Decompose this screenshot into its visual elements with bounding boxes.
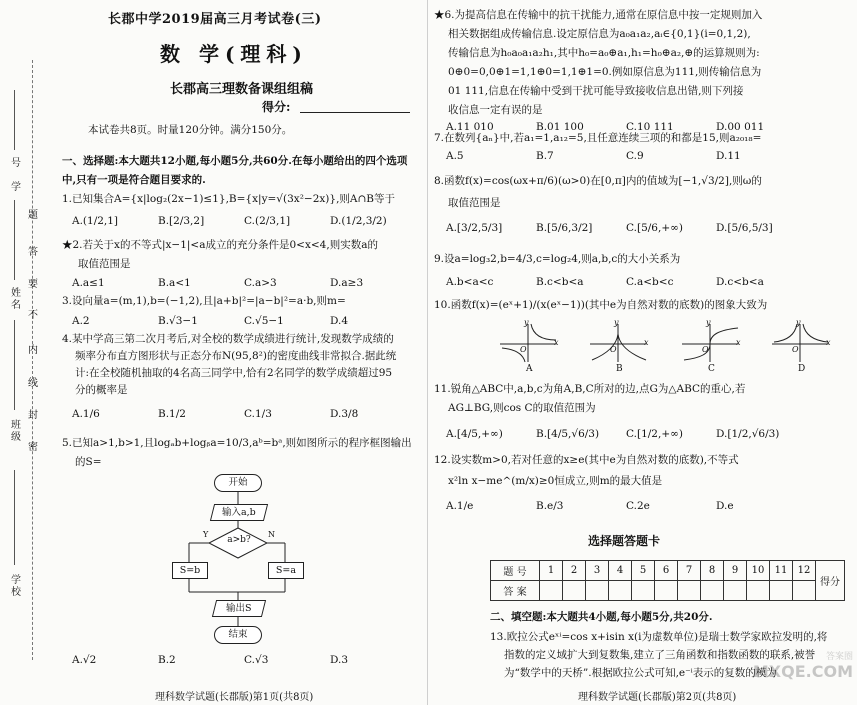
flowchart-start: 开始 <box>214 474 262 492</box>
q7-option-a[interactable]: A.5 <box>446 150 464 162</box>
question-12-cont: x²ln x−me^(m/x)≥0恒成立,则m的最大值是 <box>448 475 663 487</box>
answer-cell[interactable] <box>770 581 793 601</box>
seat-label: 号 <box>11 158 21 169</box>
seal-char: 线 <box>28 378 38 389</box>
watermark-text: MXQE.COM <box>752 662 853 681</box>
question-6-line: 0⊕0=0,0⊕1=1,1⊕0=1,1⊕1=0.例如原信息为111,则传输信息为 <box>448 66 762 78</box>
graph-y-label: y <box>706 318 711 327</box>
graph-c-svg <box>680 320 742 364</box>
q5-option-b[interactable]: B.2 <box>158 654 176 666</box>
name-field-line[interactable] <box>14 200 15 280</box>
q9-option-b[interactable]: B.c<b<a <box>536 276 584 288</box>
flowchart-left-box: S=b <box>172 562 208 579</box>
graph-x-label: x <box>644 338 649 347</box>
answer-cell[interactable] <box>609 581 632 601</box>
q5-option-a[interactable]: A.√2 <box>72 654 97 666</box>
q4-option-b[interactable]: B.1/2 <box>158 408 186 420</box>
flowchart-output: 输出S <box>212 600 266 617</box>
question-number: 12 <box>793 561 816 581</box>
left-page <box>0 0 428 705</box>
row-label: 答 案 <box>491 581 540 601</box>
seal-char: 题 <box>28 210 38 221</box>
graph-y-label: y <box>614 318 619 327</box>
q6-option-a[interactable]: A.11 010 <box>446 121 494 133</box>
q3-option-a[interactable]: A.2 <box>72 315 90 327</box>
q3-option-b[interactable]: B.√3−1 <box>158 315 198 327</box>
q12-option-a[interactable]: A.1/e <box>446 500 474 512</box>
graph-x-label: x <box>826 338 831 347</box>
answer-table-row <box>491 581 845 601</box>
score-field[interactable] <box>300 112 410 113</box>
answer-cell[interactable] <box>678 581 701 601</box>
graph-origin: O <box>792 345 799 354</box>
q10-graph-c[interactable] <box>680 320 742 368</box>
answer-cell[interactable] <box>586 581 609 601</box>
flowchart-end: 结束 <box>214 626 262 644</box>
row-label: 题 号 <box>491 561 540 581</box>
student-no-label: 学 <box>11 182 21 193</box>
q4-option-a[interactable]: A.1/6 <box>72 408 100 420</box>
answer-cell[interactable] <box>563 581 586 601</box>
q10-graph-d[interactable] <box>770 320 832 368</box>
graph-label-b: B <box>616 364 623 374</box>
q4-option-d[interactable]: D.3/8 <box>330 408 359 420</box>
question-number: 8 <box>701 561 724 581</box>
question-number: 1 <box>540 561 563 581</box>
watermark-sub: 答案圈 <box>825 652 853 662</box>
seal-char: 封 <box>28 410 38 421</box>
question-6-line: ★6.为提高信息在传输中的抗干扰能力,通常在原信息中按一定规则加入 <box>434 9 763 21</box>
q6-option-c[interactable]: C.10 111 <box>626 121 674 133</box>
q8-option-a[interactable]: A.[3/2,5/3] <box>446 222 503 234</box>
flowchart-input: 输入a,b <box>210 504 268 521</box>
graph-label-c: C <box>708 364 715 374</box>
score-label: 得分: <box>262 100 291 114</box>
q1-option-d[interactable]: D.(1/2,3/2) <box>330 215 387 227</box>
q11-option-c[interactable]: C.[1/2,+∞) <box>626 428 683 440</box>
q10-graph-a[interactable] <box>498 320 560 368</box>
exam-title: 长郡中学2019届高三月考试卷(三) <box>108 12 322 27</box>
instructions: 本试卷共8页。时量120分钟。满分150分。 <box>88 124 293 136</box>
page-footer: 理科数学试题(长郡版)第1页(共8页) <box>155 692 314 703</box>
q1-option-b[interactable]: B.[2/3,2] <box>158 215 205 227</box>
question-5-cont: 的S= <box>75 456 102 468</box>
watermark-logo <box>741 649 853 701</box>
q4-option-c[interactable]: C.1/3 <box>244 408 272 420</box>
q9-option-d[interactable]: D.c<b<a <box>716 276 764 288</box>
class-label: 班级 <box>11 420 21 443</box>
question-number: 6 <box>655 561 678 581</box>
score-cell[interactable]: 得分 <box>816 561 845 601</box>
q2-option-b[interactable]: B.a<1 <box>158 277 191 289</box>
question-10: 10.函数f(x)=(eˣ+1)/(x(eˣ−1))(其中e为自然对数的底数)的图象大致为 <box>434 299 768 311</box>
q11-option-a[interactable]: A.[4/5,+∞) <box>446 428 503 440</box>
subject-title: 数 学(理科) <box>160 42 308 66</box>
question-2-cont: 取值范围是 <box>78 258 131 270</box>
graph-x-label: x <box>554 338 559 347</box>
q6-option-b[interactable]: B.01 100 <box>536 121 584 133</box>
q9-option-a[interactable]: A.b<a<c <box>446 276 494 288</box>
q10-graph-b[interactable] <box>588 320 650 368</box>
graph-label-a: A <box>526 364 533 374</box>
answer-cell[interactable] <box>655 581 678 601</box>
seal-char: 不 <box>28 310 38 321</box>
question-7: 7.在数列{aₙ}中,若a₁=1,a₁₂=5,且任意连续三项的和都是15,则a₂₀₁₈= <box>434 132 762 144</box>
q5-option-c[interactable]: C.√3 <box>244 654 269 666</box>
section2-header: 二、填空题:本大题共4小题,每小题5分,共20分. <box>490 611 713 623</box>
question-3: 3.设向量a=(m,1),b=(−1,2),且|a+b|²=|a−b|²=a·b,则m= <box>62 295 346 307</box>
answer-cell[interactable] <box>632 581 655 601</box>
question-13-line: 13.欧拉公式eˣⁱ=cos x+isin x(i为虚数单位)是瑞士数学家欧拉发明的,将 <box>490 631 828 643</box>
q2-option-a[interactable]: A.a≤1 <box>72 277 105 289</box>
q11-option-d[interactable]: D.[1/2,√6/3) <box>716 428 780 440</box>
seal-line <box>32 60 33 660</box>
question-number: 9 <box>724 561 747 581</box>
graph-y-label: y <box>796 318 801 327</box>
q9-option-c[interactable]: C.a<b<c <box>626 276 674 288</box>
seat-field-line[interactable] <box>14 90 15 150</box>
q8-option-b[interactable]: B.[5/6,3/2] <box>536 222 593 234</box>
question-number: 10 <box>747 561 770 581</box>
question-6-line: 收信息一定有误的是 <box>448 104 543 116</box>
answer-cell[interactable] <box>747 581 770 601</box>
question-number: 5 <box>632 561 655 581</box>
answer-table-row <box>491 561 845 581</box>
editor-line: 长郡高三理数备课组组稿 <box>170 82 314 97</box>
answer-table <box>490 560 845 601</box>
q6-option-d[interactable]: D.00 011 <box>716 121 765 133</box>
q5-option-d[interactable]: D.3 <box>330 654 349 666</box>
seal-char: 内 <box>28 345 38 356</box>
binding-margin <box>0 0 58 705</box>
q7-option-c[interactable]: C.9 <box>626 150 644 162</box>
q11-option-b[interactable]: B.[4/5,√6/3) <box>536 428 600 440</box>
question-6-line: 相关数据组成传输信息.设定原信息为a₀a₁a₂,aᵢ∈{0,1}(i=0,1,2), <box>448 28 751 40</box>
q3-option-d[interactable]: D.4 <box>330 315 349 327</box>
section1-header: 一、选择题:本大题共12小题,每小题5分,共60分.在每小题给出的四个选项中,只有一项是符合题目要求的. <box>62 155 408 186</box>
answer-cell[interactable] <box>701 581 724 601</box>
answer-cell[interactable] <box>724 581 747 601</box>
q12-option-d[interactable]: D.e <box>716 500 734 512</box>
question-6-line: 传输信息为h₀a₀a₁a₂h₁,其中h₀=a₀⊕a₁,h₁=h₀⊕a₂,⊕的运算规则为: <box>448 47 760 59</box>
seal-char: 密 <box>28 442 38 453</box>
question-4-line: 频率分布直方图形状与正态分布N(95,8²)的密度曲线非常拟合.据此统 <box>75 350 397 362</box>
question-11-cont: AG⊥BG,则cos C的取值范围为 <box>448 402 596 414</box>
question-4-line: 4.某中学高三第二次月考后,对全校的数学成绩进行统计,发现数学成绩的 <box>62 333 394 345</box>
question-number: 7 <box>678 561 701 581</box>
graph-origin: O <box>610 345 617 354</box>
graph-origin: O <box>702 345 709 354</box>
flowchart-yes: Y <box>203 530 209 539</box>
graph-y-label: y <box>524 318 529 327</box>
question-number: 4 <box>609 561 632 581</box>
class-field-line[interactable] <box>14 320 15 410</box>
question-8-cont: 取值范围是 <box>448 197 501 209</box>
q7-option-d[interactable]: D.11 <box>716 150 741 162</box>
q2-option-c[interactable]: C.a>3 <box>244 277 277 289</box>
question-5: 5.已知a>1,b>1,且logₐb+logᵦa=10/3,aᵇ=bᵃ,则如图所示的程序框图输出 <box>62 437 412 449</box>
flowchart-no: N <box>268 530 275 539</box>
q3-option-c[interactable]: C.√5−1 <box>244 315 284 327</box>
question-9: 9.设a=log₃2,b=4/3,c=log₂4,则a,b,c的大小关系为 <box>434 253 681 265</box>
graph-a-svg <box>498 320 560 364</box>
graph-origin: O <box>520 345 527 354</box>
seal-char: 要 <box>28 279 38 290</box>
question-13-line: 指数的定义域扩大到复数集,建立了三角函数和指数函数的联系,被誉 <box>504 649 816 661</box>
question-number: 3 <box>586 561 609 581</box>
question-8: 8.函数f(x)=cos(ωx+π/6)(ω>0)在[0,π]内的值域为[−1,√3/2],则ω的 <box>434 175 762 187</box>
school-label: 学校 <box>11 575 21 598</box>
seal-char: 答 <box>28 247 38 258</box>
question-12: 12.设实数m>0,若对任意的x≥e(其中e为自然对数的底数),不等式 <box>434 454 739 466</box>
question-13-line: 为“数学中的天桥”.根据欧拉公式可知,e⁻ⁱ表示的复数的模为 <box>504 667 777 679</box>
page-footer: 理科数学试题(长郡版)第2页(共8页) <box>578 692 737 703</box>
question-4-line: 分的概率是 <box>75 384 128 396</box>
q7-option-b[interactable]: B.7 <box>536 150 554 162</box>
name-label: 姓名 <box>11 288 21 311</box>
graph-label-d: D <box>798 364 806 374</box>
q8-option-d[interactable]: D.[5/6,5/3] <box>716 222 773 234</box>
question-6-line: 01 111,信息在传输中受到干扰可能导致接收信息出错,则下列接 <box>448 85 744 97</box>
question-11: 11.锐角△ABC中,a,b,c为角A,B,C所对的边,点G为△ABC的重心,若 <box>434 383 746 395</box>
flowchart-right-box: S=a <box>268 562 304 579</box>
question-1: 1.已知集合A={x|log₂(2x−1)≤1},B={x|y=√(3x²−2x)},则A∩B等于 <box>62 193 396 205</box>
q1-option-a[interactable]: A.(1/2,1] <box>72 215 119 227</box>
school-field-line[interactable] <box>14 470 15 565</box>
question-4-line: 计:在全校随机抽取的4名高三同学中,恰有2名同学的数学成绩超过95 <box>75 367 393 379</box>
q2-option-d[interactable]: D.a≥3 <box>330 277 364 289</box>
answer-cell[interactable] <box>540 581 563 601</box>
question-number: 11 <box>770 561 793 581</box>
question-2: ★2.若关于x的不等式|x−1|<a成立的充分条件是0<x<4,则实数a的 <box>62 239 378 251</box>
question-number: 2 <box>563 561 586 581</box>
flowchart-condition: a>b? <box>227 535 251 545</box>
graph-d-svg <box>770 320 832 364</box>
q8-option-c[interactable]: C.[5/6,+∞) <box>626 222 683 234</box>
answer-card-title: 选择题答题卡 <box>588 534 661 548</box>
right-page <box>428 0 857 705</box>
q12-option-c[interactable]: C.2e <box>626 500 650 512</box>
q12-option-b[interactable]: B.e/3 <box>536 500 564 512</box>
graph-x-label: x <box>736 338 741 347</box>
graph-b-svg <box>588 320 650 364</box>
q1-option-c[interactable]: C.(2/3,1] <box>244 215 291 227</box>
answer-cell[interactable] <box>793 581 816 601</box>
